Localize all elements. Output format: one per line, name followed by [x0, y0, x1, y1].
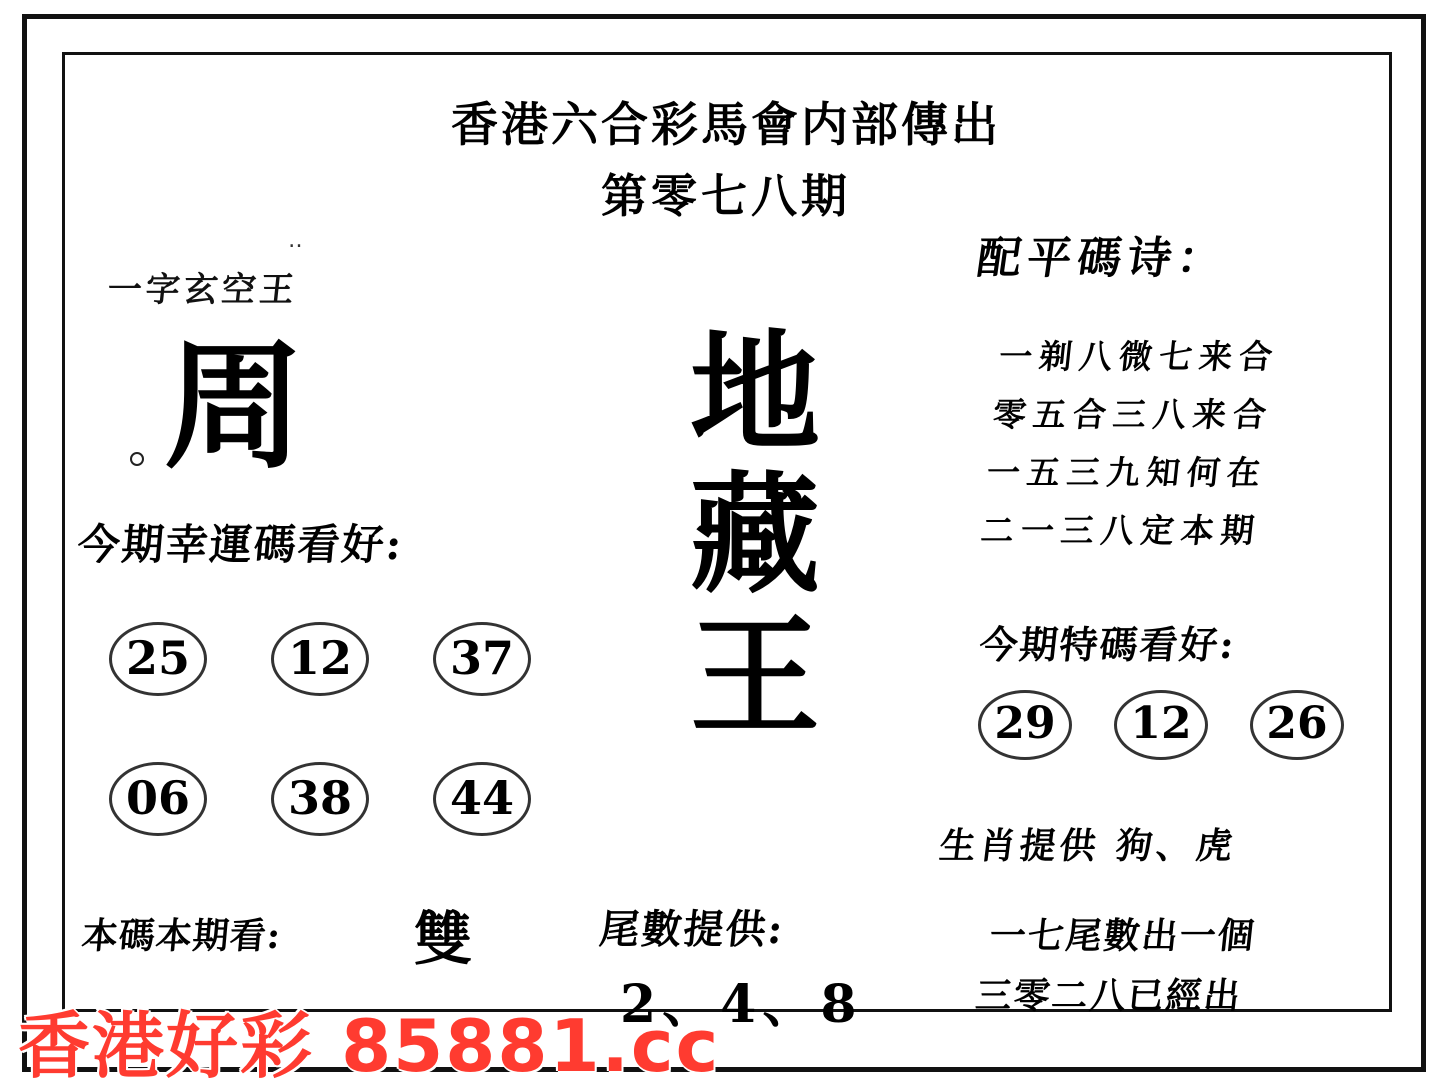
center-char: 地 — [689, 316, 820, 469]
lucky-number-row — [95, 750, 565, 878]
left-tag-label: 一字玄空王 — [105, 270, 300, 310]
special-numbers-label: 今期特碼看好: — [977, 622, 1239, 667]
lucky-number-ball: 37 — [433, 622, 531, 696]
poem-line: 一剃八微七来合 — [997, 337, 1282, 376]
center-brand-characters — [640, 316, 870, 753]
center-char: 王 — [689, 600, 820, 753]
special-number-ball: 12 — [1114, 690, 1208, 760]
page-title: 香港六合彩馬會内部傳出 — [451, 98, 1001, 153]
lucky-number-ball: 38 — [271, 762, 369, 836]
lucky-number-ball: 06 — [109, 762, 207, 836]
lucky-number-ball: 25 — [109, 622, 207, 696]
lucky-number-ball: 12 — [271, 622, 369, 696]
lucky-numbers-label: 今期幸運碼看好: — [75, 520, 406, 569]
tail-numbers-value: 2、4、8 — [620, 974, 863, 1035]
poem-line: 零五合三八来合 — [991, 395, 1276, 434]
tail-hint-line: 一七尾數出一個 — [987, 915, 1258, 957]
poem-line: 一五三九知何在 — [984, 453, 1270, 492]
poem-block — [978, 328, 1282, 560]
special-number-ball: 26 — [1250, 690, 1344, 760]
lucky-number-ball: 44 — [433, 762, 531, 836]
center-char: 藏 — [689, 458, 820, 611]
tail-numbers-label: 尾數提供: — [597, 906, 787, 953]
decorative-dots: ‥ — [288, 228, 309, 253]
issue-number: 第零七八期 — [601, 169, 851, 223]
decorative-circle-icon — [130, 452, 144, 466]
poem-line: 二一三八定本期 — [978, 511, 1263, 550]
lucky-numbers-grid — [95, 622, 565, 878]
site-watermark: 香港好彩 85881.cc — [18, 1004, 721, 1088]
seal-character: 周 — [163, 325, 304, 489]
special-numbers-group — [978, 690, 1378, 770]
already-out-line: 三零二八已經出 — [973, 975, 1244, 1017]
main-code-label: 本碼本期看: — [79, 915, 283, 957]
zodiac-hint: 生肖提供 狗、虎 — [937, 825, 1239, 867]
poem-title: 配平碼诗： — [973, 233, 1231, 284]
lucky-number-row — [95, 622, 565, 750]
special-number-ball: 29 — [978, 690, 1072, 760]
main-code-value: 雙 — [414, 905, 473, 973]
